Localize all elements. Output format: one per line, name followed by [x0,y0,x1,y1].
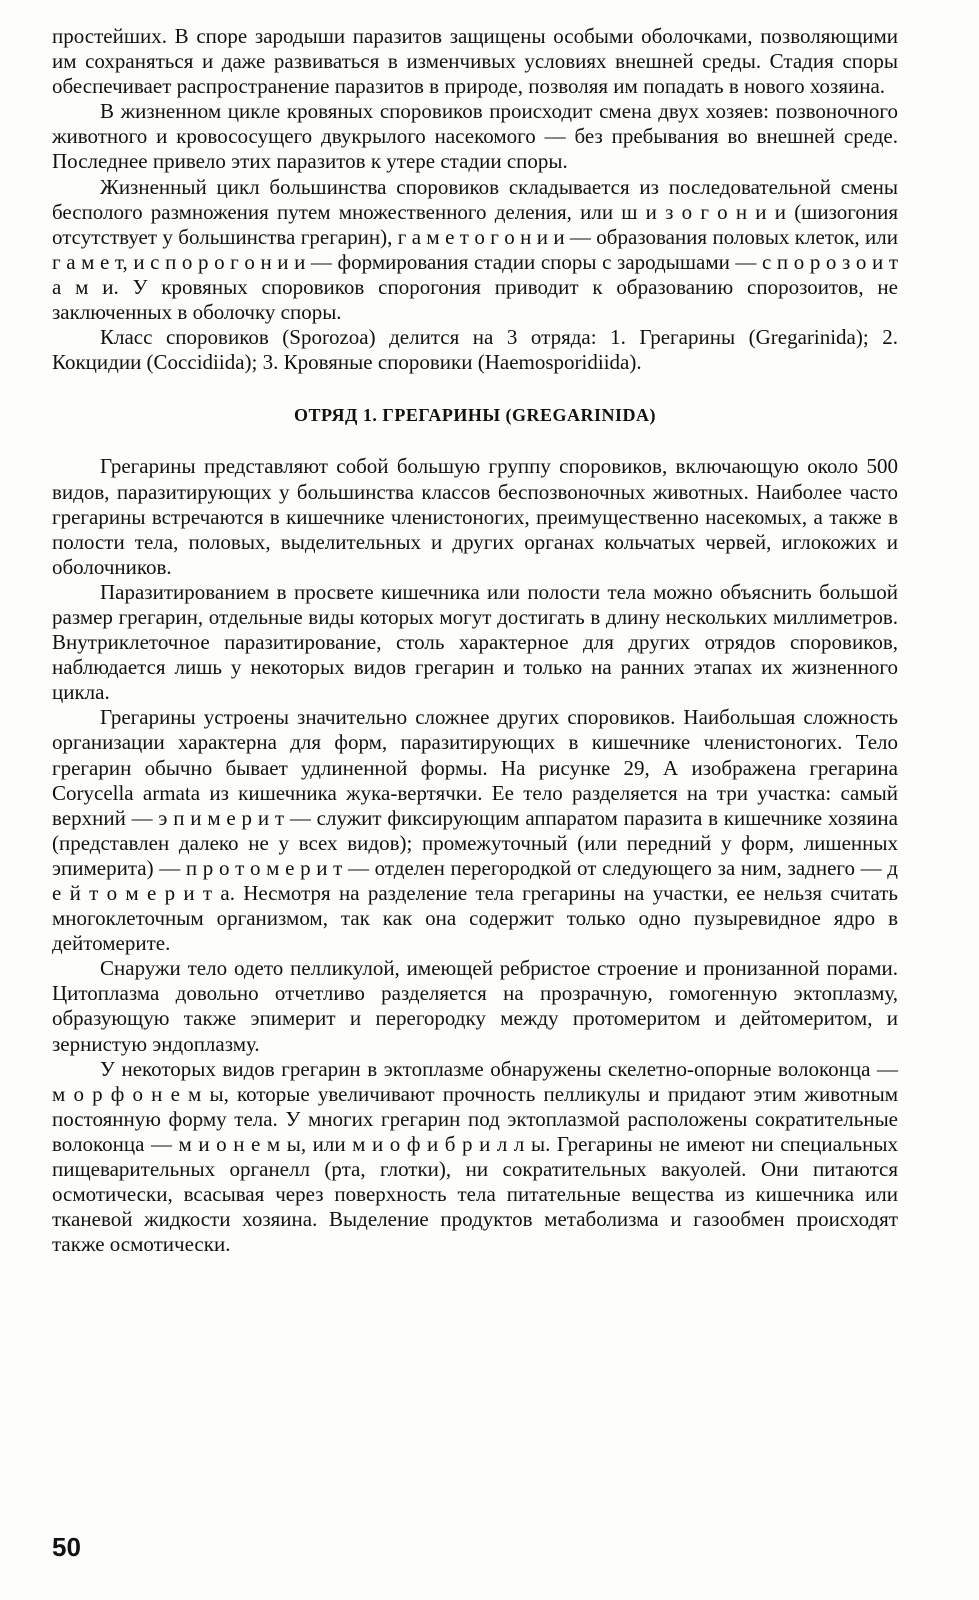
page-number: 50 [52,1532,81,1562]
paragraph-1: простейших. В споре зародыши паразитов защищены особыми оболочками, позволяющими им сохраняться и даже развиваться в изменчивых условиях внешней среды. Стадия споры обеспечивает распространение паразитов в природе, позволяя им попадать в нового хозяина. [52,24,898,99]
paragraph-4: Класс споровиков (Sporozoa) делится на 3 отряда: 1. Грегарины (Gregarinida); 2. Кокцидии (Coccidiida); 3. Кровяные споровики (Haemosporidiida). [52,325,898,375]
paragraph-9: У некоторых видов грегарин в эктоплазме обнаружены скелетно-опорные волоконца — м о р ф о н е м ы, которые увеличивают прочность пелликулы и придают этим животным постоянную форму тела. У многих грегарин под эктоплазмой расположены сократительные волоконца — м и о н е м ы, или м и о ф и б р и л л ы. Грегарины не имеют ни специальных пищеварительных органелл (рта, глотки), ни сократительных вакуолей. Они питаются осмотически, всасывая через поверхность тела питательные вещества из кишечника или тканевой жидкости хозяина. Выделение продуктов метаболизма и газообмен происходят также осмотически. [52,1056,898,1257]
paragraph-7: Грегарины устроены значительно сложнее других споровиков. Наибольшая сложность организации характерна для форм, паразитирующих в кишечнике членистоногих. Тело грегарин обычно бывает удлиненной формы. На рисунке 29, А изображена грегарина Corycella armata из кишечника жука-вертячки. Ее тело разделяется на три участка: самый верхний — э п и м е р и т — служит фиксирующим аппаратом паразита в кишечнике хозяина (представлен далеко не у всех видов); промежуточный (или передний у форм, лишенных эпимерита) — п р о т о м е р и т — отделен перегородкой от следующего за ним, заднего — д е й т о м е р и т а. Несмотря на разделение тела грегарины на участки, ее нельзя считать многоклеточным организмом, так как она содержит только одно пузыревидное ядро в дейтомерите. [52,705,898,956]
page-text [52,24,898,1257]
paragraph-6: Паразитированием в просвете кишечника или полости тела можно объяснить большой размер грегарин, отдельные виды которых могут достигать в длину нескольких миллиметров. Внутриклеточное паразитирование, столь характерное для других отрядов споровиков, наблюдается лишь у некоторых видов грегарин и только на ранних этапах их жизненного цикла. [52,579,898,705]
paragraph-8: Снаружи тело одето пелликулой, имеющей ребристое строение и пронизанной порами. Цитоплазма довольно отчетливо разделяется на прозрачную, гомогенную эктоплазму, образующую также эпимерит и перегородку между протомеритом и дейтомеритом, и зернистую эндоплазму. [52,956,898,1056]
section-heading: ОТРЯД 1. ГРЕГАРИНЫ (GREGARINIDA) [293,405,657,426]
paragraph-5: Грегарины представляют собой большую группу споровиков, включающую около 500 видов, паразитирующих у большинства классов беспозвоночных животных. Наиболее часто грегарины встречаются в кишечнике членистоногих, преимущественно насекомых, а также в полости тела, половых, выделительных и других органах кольчатых червей, иглокожих и оболочников. [52,454,898,579]
paragraph-2: В жизненном цикле кровяных споровиков происходит смена двух хозяев: позвоночного животного и кровососущего двукрылого насекомого — без пребывания во внешней среде. Последнее привело этих паразитов к утере стадии споры. [52,99,898,174]
paragraph-3: Жизненный цикл большинства споровиков складывается из последовательной смены бесполого размножения путем множественного деления, или ш и з о г о н и и (шизогония отсутствует у большинства грегарин), г а м е т о г о н и и — образования половых клеток, или г а м е т, и с п о р о г о н и и — формирования стадии споры с зародышами — с п о р о з о и т а м и. У кровяных споровиков спорогония приводит к образованию спорозоитов, не заключенных в оболочку споры. [52,174,898,325]
